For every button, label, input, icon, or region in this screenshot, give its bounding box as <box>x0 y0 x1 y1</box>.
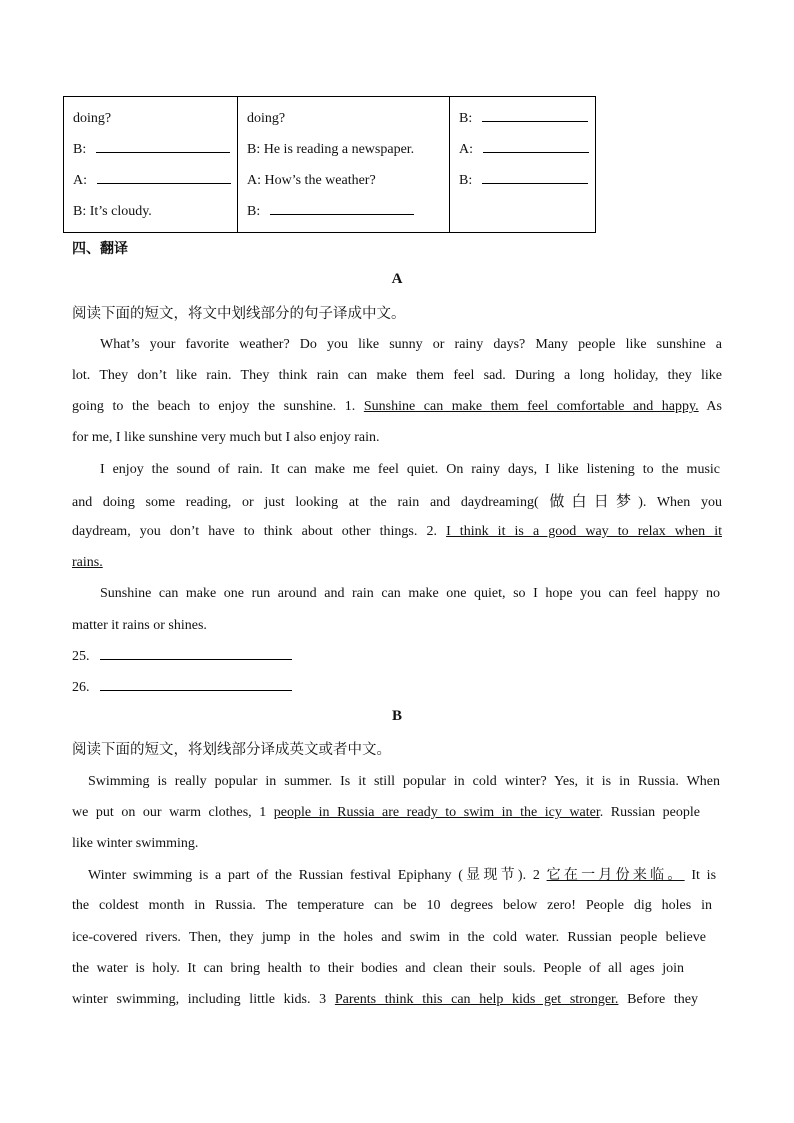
passage-a-line <box>72 522 722 542</box>
text-span: daydream, you don’t have to think about other things. 2. <box>72 524 447 539</box>
passage-b-line <box>72 803 700 823</box>
passage-b-line <box>88 865 716 886</box>
text-span: and doing some reading, or just looking at the rain and daydreaming( <box>72 495 550 510</box>
underlined-sentence-1: Sunshine can make them feel comfortable and happy. <box>363 399 699 414</box>
answer-line-26 <box>72 678 292 696</box>
answer-blank[interactable] <box>483 140 589 153</box>
text-span: ). When you <box>638 495 722 510</box>
passage-b-line: the water is holy. It can bring health to their bodies and clean their souls. People of all ages join <box>72 961 684 976</box>
speaker-label: B: <box>459 111 473 126</box>
col1-line-1: doing? <box>73 111 112 126</box>
col3-line-2 <box>450 134 595 165</box>
part-a-heading: A <box>391 271 403 287</box>
text-span: ). 2 <box>517 868 547 883</box>
text-span: It is <box>684 868 717 883</box>
passage-a-line <box>72 397 722 417</box>
underlined-sentence-2-end: rains. <box>72 555 103 570</box>
passage-a-line: Sunshine can make one run around and rain can make one quiet, so I hope you can feel happy no <box>100 586 720 601</box>
text-span: . Russian people <box>599 805 700 820</box>
passage-a-line: matter it rains or shines. <box>72 618 207 633</box>
answer-blank[interactable] <box>482 109 588 122</box>
answer-blank[interactable] <box>100 678 292 691</box>
dialogue-table <box>63 96 596 233</box>
col3-line-3 <box>450 165 595 196</box>
text-span: we put on our warm clothes, 1 <box>72 805 274 820</box>
part-a-instruction: 阅读下面的短文，将文中划线部分的句子译成中文。 <box>72 306 406 322</box>
passage-a-line: I enjoy the sound of rain. It can make me feel quiet. On rainy days, I like listening to the music <box>100 462 720 477</box>
passage-b-line: Swimming is really popular in summer. Is it still popular in cold winter? Yes, it is in Russia. When <box>88 774 720 789</box>
text-span: going to the beach to enjoy the sunshine. 1. <box>72 399 364 414</box>
passage-b-line <box>72 990 698 1010</box>
chinese-gloss: 显现节 <box>462 867 518 883</box>
col1-line-2 <box>64 134 237 165</box>
underlined-sentence-2: I think it is a good way to relax when it <box>446 524 722 539</box>
col1-line-4: B: It’s cloudy. <box>73 204 152 219</box>
part-b-heading: B <box>391 708 402 724</box>
chinese-gloss: 做白日梦 <box>549 492 639 510</box>
underlined-sentence-b1: people in Russia are ready to swim in the icy water <box>273 805 600 820</box>
passage-b-line: the coldest month in Russia. The temperature can be 10 degrees below zero! People dig holes in <box>72 898 712 913</box>
answer-blank[interactable] <box>97 171 231 184</box>
text-span: Winter swimming is a part of the Russian festival Epiphany ( <box>88 868 463 883</box>
col1-line-3 <box>64 165 237 196</box>
speaker-label: A: <box>73 173 87 188</box>
answer-number: 26. <box>72 680 90 695</box>
passage-a-line: What’s your favorite weather? Do you like sunny or rainy days? Many people like sunshine a <box>100 337 722 352</box>
answer-line-25 <box>72 647 292 665</box>
passage-a-line <box>72 491 722 513</box>
speaker-label: B: <box>247 204 261 219</box>
answer-number: 25. <box>72 649 90 664</box>
answer-blank[interactable] <box>482 171 588 184</box>
speaker-label: B: <box>459 173 473 188</box>
underlined-sentence-b3: Parents think this can help kids get stronger. <box>334 992 619 1007</box>
passage-a-line: lot. They don’t like rain. They think rain can make them feel sad. During a long holiday, they like <box>72 368 722 383</box>
passage-b-line: like winter swimming. <box>72 836 199 851</box>
col3-line-1 <box>450 103 595 134</box>
dialogue-col-3 <box>450 97 596 233</box>
dialogue-col-1 <box>64 97 238 233</box>
text-span: As <box>698 399 722 414</box>
passage-a-line <box>72 553 722 573</box>
col2-line-1: doing? <box>247 111 286 126</box>
col2-line-3: A: How’s the weather? <box>247 173 376 188</box>
part-b-instruction: 阅读下面的短文，将划线部分译成英文或者中文。 <box>72 742 391 758</box>
dialogue-col-2 <box>238 97 450 233</box>
text-span: Before they <box>618 992 698 1007</box>
col2-line-2: B: He is reading a newspaper. <box>247 142 415 157</box>
speaker-label: A: <box>459 142 473 157</box>
answer-blank[interactable] <box>96 140 230 153</box>
underlined-sentence-b2: 它在一月份来临。 <box>546 867 685 883</box>
passage-a-line: for me, I like sunshine very much but I also enjoy rain. <box>72 430 380 445</box>
text-span: winter swimming, including little kids. 3 <box>72 992 335 1007</box>
col2-line-4 <box>238 196 449 227</box>
section-title: 四、翻译 <box>72 241 128 257</box>
speaker-label: B: <box>73 142 87 157</box>
answer-blank[interactable] <box>270 202 414 215</box>
answer-blank[interactable] <box>100 647 292 660</box>
passage-b-line: ice-covered rivers. Then, they jump in the holes and swim in the cold water. Russian people believe <box>72 930 706 945</box>
